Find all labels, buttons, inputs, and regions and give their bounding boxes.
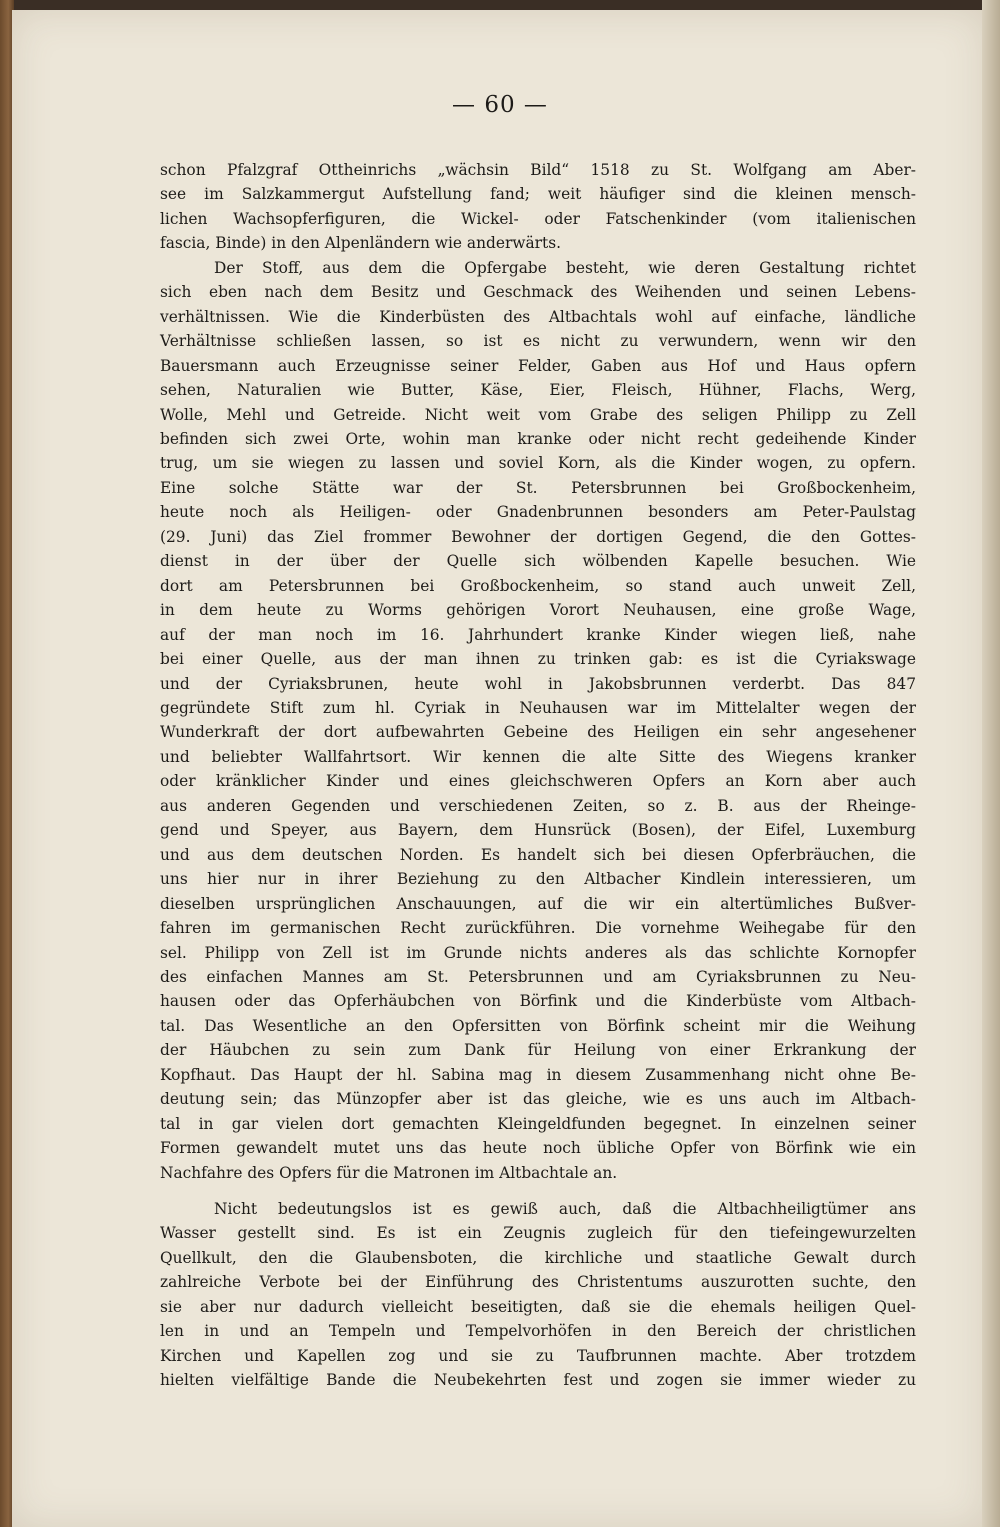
text-line: sehen, Naturalien wie Butter, Käse, Eier, Fleisch, Hühner, Flachs, Werg, [160,381,916,400]
text-line: Kirchen und Kapellen zog und sie zu Taufbrunnen machte. Aber trotzdem [160,1346,916,1365]
text-line: Kopfhaut. Das Haupt der hl. Sabina mag in diesem Zusammenhang nicht ohne Be- [160,1065,916,1084]
text-line: trug, um sie wiegen zu lassen und soviel Korn, als die Kinder wogen, zu opfern. [160,454,916,473]
text-line: sel. Philipp von Zell ist im Grunde nichts anderes als das schlichte Kornopfer [160,943,916,962]
text-line: in dem heute zu Worms gehörigen Vorort Neuhausen, eine große Wage, [160,601,916,620]
text-line: der Häubchen zu sein zum Dank für Heilung von einer Erkrankung der [160,1041,916,1060]
text-line: Bauersmann auch Erzeugnisse seiner Felder, Gaben aus Hof und Haus opfern [160,356,916,375]
text-line: Nachfahre des Opfers für die Matronen im Altbachtale an. [160,1163,618,1182]
text-line: gend und Speyer, aus Bayern, dem Hunsrück (Bosen), der Eifel, Luxemburg [160,821,916,840]
text-line: len in und an Tempeln und Tempelvorhöfen in den Bereich der christlichen [160,1322,916,1341]
text-line: des einfachen Mannes am St. Petersbrunnen und am Cyriaksbrunnen zu Neu- [160,967,916,986]
text-line: sie aber nur dadurch vielleicht beseitigten, daß sie die ehemals heiligen Quel- [160,1297,916,1316]
text-line: sich eben nach dem Besitz und Geschmack des Weihenden und seinen Lebens- [160,283,916,302]
text-line: zahlreiche Verbote bei der Einführung des Christentums auszurotten suchte, den [160,1273,916,1292]
text-line: uns hier nur in ihrer Beziehung zu den Altbacher Kindlein interessieren, um [160,870,916,889]
page-number: — 60 — [452,92,548,118]
text-line: Wunderkraft der dort aufbewahrten Gebeine des Heiligen ein sehr angesehener [160,723,916,742]
text-line: lichen Wachsopferfiguren, die Wickel- oder Fatschenkinder (vom italienischen [160,209,916,228]
text-line: schon Pfalzgraf Ottheinrichs „wächsin Bild“ 1518 zu St. Wolfgang am Aber- [160,161,916,179]
text-line: Quellkult, den die Glaubensboten, die kirchliche und staatliche Gewalt durch [160,1248,916,1267]
text-line: heute noch als Heiligen- oder Gnadenbrunnen besonders am Peter-Paulstag [160,503,916,522]
text-line: fascia, Binde) in den Alpenländern wie anderwärts. [160,234,561,253]
text-line: Der Stoff, aus dem die Opfergabe besteht, wie deren Gestaltung richtet [214,258,916,277]
text-line: Eine solche Stätte war der St. Petersbrunnen bei Großbockenheim, [160,478,916,497]
paragraph-gap [160,1185,916,1197]
text-line: (29. Juni) das Ziel frommer Bewohner der dortigen Gegend, die den Gottes- [160,527,916,546]
text-line: dienst in der über der Quelle sich wölbenden Kapelle besuchen. Wie [160,552,916,571]
text-line: verhältnissen. Wie die Kinderbüsten des Altbachtals wohl auf einfache, ländliche [160,307,916,326]
text-line: befinden sich zwei Orte, wohin man kranke oder nicht recht gedeihende Kinder [160,429,916,448]
text-line: auf der man noch im 16. Jahrhundert kranke Kinder wiegen ließ, nahe [160,625,916,644]
text-line: und der Cyriaksbrunen, heute wohl in Jakobsbrunnen verderbt. Das 847 [160,674,916,693]
text-line: oder kränklicher Kinder und eines gleichschweren Opfers an Korn aber auch [160,772,916,791]
text-line: Wasser gestellt sind. Es ist ein Zeugnis zugleich für den tiefeingewurzelten [160,1224,916,1243]
text-line: bei einer Quelle, aus der man ihnen zu trinken gab: es ist die Cyriakswage [160,650,916,669]
text-line: und aus dem deutschen Norden. Es handelt sich bei diesen Opferbräuchen, die [160,845,916,864]
text-line: fahren im germanischen Recht zurückführen. Die vornehme Weihegabe für den [160,919,916,938]
text-line: Nicht bedeutungslos ist es gewiß auch, daß die Altbachheiligtümer ans [214,1200,916,1219]
text-line: tal in gar vielen dort gemachten Kleingeldfunden begegnet. In einzelnen seiner [160,1114,916,1133]
page-edge [982,0,1000,1527]
text-line: deutung sein; das Münzopfer aber ist das gleiche, wie es uns auch im Altbach- [160,1090,916,1109]
text-line: und beliebter Wallfahrtsort. Wir kennen die alte Sitte des Wiegens kranker [160,747,916,766]
text-line: gegründete Stift zum hl. Cyriak in Neuhausen war im Mittelalter wegen der [160,698,916,717]
text-line: Formen gewandelt mutet uns das heute noch übliche Opfer von Börfink wie ein [160,1139,916,1158]
text-line: Wolle, Mehl und Getreide. Nicht weit vom Grabe des seligen Philipp zu Zell [160,405,916,424]
text-line: dieselben ursprünglichen Anschauungen, auf die wir ein altertümliches Bußver- [160,894,916,913]
body-text [160,158,916,1393]
text-line: dort am Petersbrunnen bei Großbockenheim, so stand auch unweit Zell, [160,576,916,595]
text-line: hausen oder das Opferhäubchen von Börfink und die Kinderbüste vom Altbach- [160,992,916,1011]
text-line: tal. Das Wesentliche an den Opfersitten von Börfink scheint mir die Weihung [160,1016,916,1035]
text-line: see im Salzkammergut Aufstellung fand; weit häufiger sind die kleinen mensch- [160,185,916,204]
text-line: Verhältnisse schließen lassen, so ist es nicht zu verwundern, wenn wir den [160,332,916,351]
text-line: aus anderen Gegenden und verschiedenen Zeiten, so z. B. aus der Rheinge- [160,796,916,815]
text-line: hielten vielfältige Bande die Neubekehrten fest und zogen sie immer wieder zu [160,1371,916,1390]
